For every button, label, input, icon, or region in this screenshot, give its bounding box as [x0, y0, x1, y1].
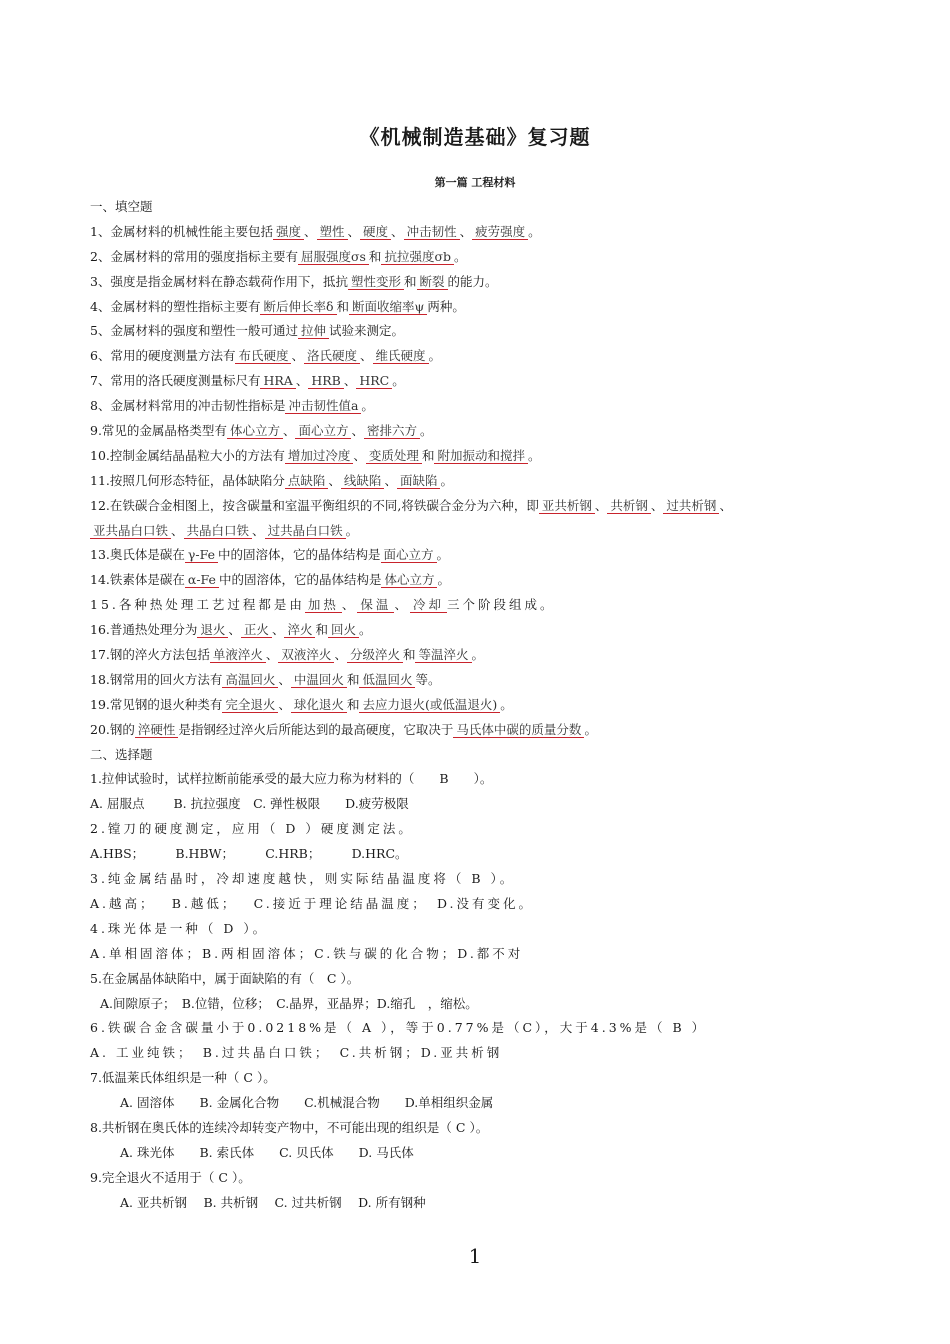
question-1: [90, 220, 880, 245]
page-title: 《机械制造基础》复习题: [359, 125, 591, 149]
separator: 、: [360, 348, 373, 364]
document-body: [90, 195, 880, 1216]
answer: 双液淬火: [278, 647, 334, 663]
question-12: [90, 494, 880, 519]
separator: 、: [719, 497, 732, 513]
separator: 和: [346, 696, 360, 712]
answer: 马氏体中碳的质量分数: [453, 722, 584, 738]
mc-options-6: A. 工业纯铁； B.过共晶白口铁； C.共析钢；D.亚共析钢: [90, 1045, 503, 1061]
mc-question-8: 8.共析钢在奥氏体的连续冷却转变产物中，不可能出现的组织是（ C ）。: [90, 1119, 489, 1135]
question-text: 试验来测定。: [328, 323, 404, 339]
separator: 、: [347, 223, 361, 239]
question-text: 。: [420, 423, 433, 439]
question-9: [90, 419, 880, 444]
question-text: 。: [528, 223, 541, 239]
separator: 、: [303, 223, 317, 239]
separator: 和: [421, 447, 435, 463]
separator: 、: [650, 497, 664, 513]
answer: 回火: [328, 622, 359, 638]
answer: 线缺陷: [341, 473, 385, 489]
answer: 高温回火: [222, 672, 278, 688]
question-14: [90, 568, 880, 593]
chapter-subtitle: 第一篇 工程材料: [434, 176, 516, 189]
answer: 布氏硬度: [235, 348, 291, 364]
question-text: 7、常用的洛氏硬度测量标尺有: [90, 373, 261, 389]
question-2: [90, 245, 880, 270]
question-text: 2、金属材料的常用的强度指标主要有: [90, 248, 298, 264]
question-text: 两种。: [427, 298, 465, 314]
question-text: 是指钢经过淬火后所能达到的最高硬度，它取决于: [178, 721, 454, 737]
question-text: 20.钢的: [90, 721, 135, 737]
answer: HRB: [308, 373, 344, 389]
separator: 、: [334, 647, 347, 663]
question-text: 10.控制金属结晶晶粒大小的方法有: [90, 447, 285, 463]
answer: 过共析钢: [663, 498, 719, 514]
question-text: 。: [345, 522, 359, 538]
answer: 面心立方: [295, 423, 351, 439]
separator: 、: [343, 373, 357, 389]
question-text: 15.各种热处理工艺过程都是由: [90, 597, 305, 613]
question-13: [90, 543, 880, 568]
question-text: 。: [436, 547, 450, 563]
answer: α-Fe: [185, 572, 219, 588]
separator: 、: [291, 348, 304, 364]
answer: 维氏硬度: [373, 348, 429, 364]
separator: 、: [594, 497, 608, 513]
question-text: 18.钢常用的回火方法有: [90, 671, 223, 687]
answer: 抗拉强度σb: [381, 249, 454, 265]
answer: 共析钢: [607, 498, 651, 514]
answer: 屈服强度σs: [298, 249, 369, 265]
separator: 、: [391, 223, 404, 239]
question-8: [90, 394, 880, 419]
answer: 淬硬性: [135, 722, 179, 738]
question-text: 。: [392, 373, 405, 389]
question-text: 9.常见的金属晶格类型有: [90, 423, 227, 439]
separator: 、: [271, 622, 285, 638]
mc-question-6: 6.铁碳合金含碳量小于0.0218%是（ A ），等于0.77%是（C），大于4.3%是（ B ）: [90, 1020, 708, 1036]
mc-options-4: A.单相固溶体；B.两相固溶体；C.铁与碳的化合物；D.都不对: [90, 945, 524, 961]
question-18: [90, 668, 880, 693]
question-text: 11.按照几何形态特征，晶体缺陷分: [90, 472, 285, 488]
question-text: 5、金属材料的强度和塑性一般可通过: [90, 323, 298, 339]
answer: 冲击韧性: [404, 224, 460, 240]
mc-options-1: A. 屈服点 B. 抗拉强度 C. 弹性极限 D.疲劳极限: [90, 796, 409, 812]
separator: 、: [394, 597, 410, 613]
answer: 面缺陷: [397, 473, 441, 489]
question-text: 12.在铁碳合金相图上，按含碳量和室温平衡组织的不同,将铁碳合金分为六种，即: [90, 497, 539, 513]
question-7: [90, 369, 880, 394]
separator: 、: [459, 223, 473, 239]
answer: 去应力退火(或低温退火): [359, 697, 500, 713]
answer: 塑性: [317, 224, 348, 240]
separator: 、: [278, 696, 291, 712]
answer: 密排六方: [364, 423, 420, 439]
mc-question-1: 1.拉伸试验时，试样拉断前能承受的最大应力称为材料的（ B ）。: [90, 771, 493, 787]
question-text: 中的固溶体，它的晶体结构是: [217, 547, 381, 563]
answer: 分级淬火: [347, 647, 403, 663]
question-text: 中的固溶体，它的晶体结构是: [218, 572, 382, 588]
question-6: [90, 344, 880, 369]
separator: 、: [353, 447, 366, 463]
section-heading-multiple-choice: 二、选择题: [90, 746, 153, 762]
mc-options-8: A. 珠光体 B. 索氏体 C. 贝氏体 D. 马氏体: [120, 1144, 414, 1160]
answer: 断后伸长率δ: [260, 299, 336, 315]
answer: 中温回火: [291, 672, 347, 688]
answer: 断面收缩率ψ: [349, 299, 427, 315]
separator: 和: [315, 622, 328, 638]
question-19: [90, 693, 880, 718]
answer: 洛氏硬度: [304, 348, 360, 364]
question-text: 。: [440, 472, 453, 488]
question-text: 。: [584, 721, 597, 737]
question-text: 。: [471, 647, 485, 663]
separator: 、: [282, 423, 296, 439]
mc-options-5: A.间隙原子； B.位错，位移； C.晶界，亚晶界；D.缩孔 ，缩松。: [100, 995, 478, 1011]
separator: 和: [402, 647, 416, 663]
question-text: 13.奥氏体是碳在: [90, 547, 185, 563]
answer: 球化退火: [291, 697, 347, 713]
question-11: [90, 469, 880, 494]
question-text: 。: [361, 398, 374, 414]
answer: 断裂: [417, 274, 448, 290]
answer: 体心立方: [227, 423, 283, 439]
answer: 体心立方: [381, 572, 437, 588]
question-3: [90, 270, 880, 295]
mc-options-9: A. 亚共析钢 B. 共析钢 C. 过共析钢 D. 所有钢种: [120, 1194, 426, 1210]
question-text: 3、强度是指金属材料在静态载荷作用下，抵抗: [90, 273, 348, 289]
answer: 加热: [305, 597, 342, 613]
separator: 和: [336, 298, 350, 314]
answer: 变质处理: [366, 448, 422, 464]
mc-question-4: 4.珠光体是一种（ D ）。: [90, 920, 269, 936]
question-15: [90, 593, 880, 618]
separator: 、: [351, 423, 364, 439]
mc-options-3: A.越高； B.越低； C.接近于理论结晶温度； D.没有变化。: [90, 895, 534, 911]
answer: 面心立方: [381, 547, 437, 563]
separator: 、: [278, 671, 291, 687]
answer: γ-Fe: [185, 547, 218, 563]
separator: 和: [403, 273, 417, 289]
mc-question-9: 9.完全退火不适用于（ C ）。: [90, 1169, 251, 1185]
answer: 等温淬火: [415, 647, 471, 663]
question-5: [90, 319, 880, 344]
answer: 增加过冷度: [285, 448, 354, 464]
question-10: [90, 444, 880, 469]
answer: 共晶白口铁: [184, 523, 253, 539]
answer: 低温回火: [359, 672, 415, 688]
question-17: [90, 643, 880, 668]
answer: 完全退火: [222, 697, 278, 713]
question-text: 4、金属材料的塑性指标主要有: [90, 298, 261, 314]
answer: 单液淬火: [210, 647, 266, 663]
question-20: [90, 718, 880, 743]
answer: 硬度: [360, 224, 391, 240]
question-text: 。: [453, 248, 467, 264]
mc-question-7: 7.低温莱氏体组织是一种（ C ）。: [90, 1070, 276, 1086]
question-text: 14.铁素体是碳在: [90, 572, 185, 588]
answer: 保温: [357, 597, 394, 613]
question-text: 三个阶段组成。: [446, 597, 556, 613]
separator: 、: [384, 472, 397, 488]
mc-options-2: A.HBS； B.HBW； C.HRB； D.HRC。: [90, 846, 408, 862]
mc-question-5: 5.在金属晶体缺陷中，属于面缺陷的有（ C ）。: [90, 970, 360, 986]
question-text: 17.钢的淬火方法包括: [90, 647, 210, 663]
separator: 、: [328, 472, 341, 488]
mc-question-2: 2.镗刀的硬度测定，应用（ D ）硬度测定法。: [90, 821, 414, 837]
separator: 、: [252, 522, 265, 538]
answer: 亚共析钢: [539, 498, 595, 514]
question-text: 19.常见钢的退火种类有: [90, 696, 223, 712]
separator: 、: [341, 597, 358, 613]
question-text: 16.普通热处理分为: [90, 622, 198, 638]
answer: 塑性变形: [348, 274, 404, 290]
question-16: [90, 618, 880, 643]
question-text: 6、常用的硬度测量方法有: [90, 348, 236, 364]
answer: 亚共晶白口铁: [90, 523, 171, 539]
answer: 冷却: [410, 597, 447, 613]
answer: 强度: [273, 224, 304, 240]
question-text: 。: [437, 572, 450, 588]
answer: HRA: [260, 373, 295, 389]
question-text: 8、金属材料常用的冲击韧性指标是: [90, 398, 286, 414]
page-number: 1: [468, 1244, 482, 1268]
question-12-continued: [90, 519, 880, 544]
answer: 冲击韧性值a: [285, 398, 361, 414]
question-text: 。: [359, 622, 372, 638]
mc-question-3: 3.纯金属结晶时，冷却速度越快，则实际结晶温度将（ B ）。: [90, 871, 516, 887]
question-text: 等。: [415, 671, 441, 687]
separator: 和: [346, 671, 360, 687]
answer: 附加振动和搅拌: [434, 448, 528, 464]
separator: 和: [368, 248, 382, 264]
separator: 、: [171, 522, 184, 538]
question-text: 。: [500, 696, 513, 712]
separator: 、: [228, 622, 241, 638]
section-heading-fill-in: 一、填空题: [90, 199, 153, 214]
question-4: [90, 295, 880, 320]
question-text: 。: [428, 348, 442, 364]
answer: 正火: [241, 622, 272, 638]
answer: 过共晶白口铁: [265, 523, 346, 539]
mc-options-7: A. 固溶体 B. 金属化合物 C.机械混合物 D.单相组织金属: [120, 1095, 494, 1111]
separator: 、: [295, 373, 309, 389]
answer: 淬火: [284, 622, 315, 638]
answer: 疲劳强度: [472, 224, 528, 240]
answer: 退火: [197, 622, 228, 638]
separator: 、: [265, 647, 279, 663]
question-text: 1、金属材料的机械性能主要包括: [90, 223, 273, 239]
answer: HRC: [356, 373, 392, 389]
answer: 点缺陷: [285, 473, 329, 489]
answer: 拉伸: [298, 323, 329, 339]
question-text: 。: [527, 447, 541, 463]
question-text: 的能力。: [447, 273, 498, 289]
